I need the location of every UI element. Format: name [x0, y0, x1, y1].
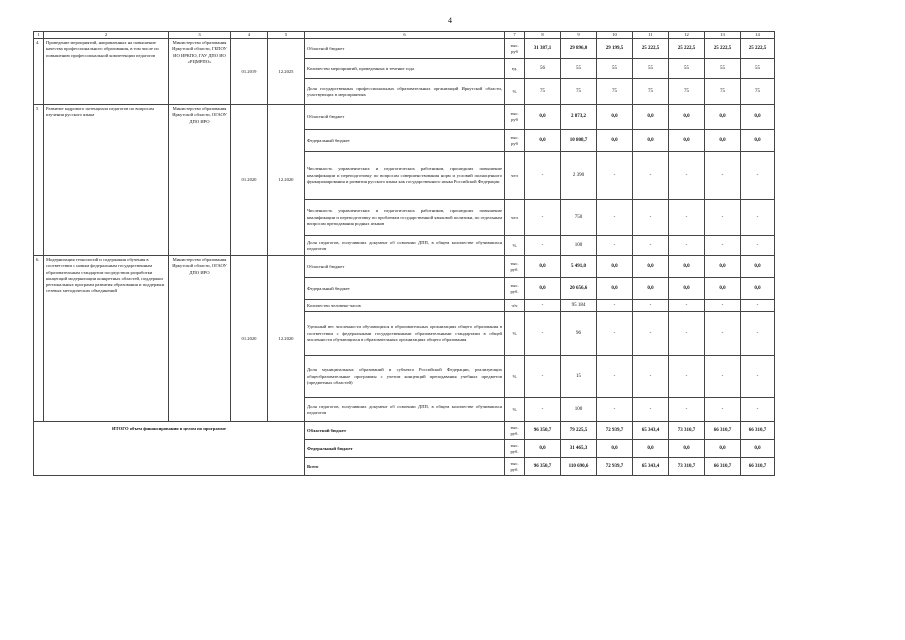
- value-cell: -: [705, 398, 741, 422]
- value-cell: -: [741, 312, 775, 356]
- value-cell: 96 350,7: [525, 422, 561, 440]
- unit: %: [505, 312, 525, 356]
- value-cell: 110 690,6: [561, 458, 597, 476]
- value-cell: 75: [525, 79, 561, 105]
- header-cell: 8: [525, 32, 561, 39]
- header-cell: 14: [741, 32, 775, 39]
- value-cell: 0,0: [669, 105, 705, 130]
- value-cell: -: [705, 356, 741, 398]
- indicator-name: Федеральный бюджет: [305, 440, 505, 458]
- value-cell: -: [669, 236, 705, 256]
- value-cell: -: [741, 236, 775, 256]
- value-cell: 96 350,7: [525, 458, 561, 476]
- value-cell: 66 310,7: [741, 458, 775, 476]
- value-cell: 55: [561, 59, 597, 79]
- indicator-name: Численность управленческих и педагогических работников, прошедших повышение квалификации и переподготовку по проблемам государственной языковой политики, по отдельным вопросам преподавания родных языков: [305, 200, 505, 236]
- value-cell: -: [669, 300, 705, 312]
- unit: тыс. руб: [505, 130, 525, 152]
- value-cell: -: [597, 356, 633, 398]
- value-cell: 20 656,6: [561, 278, 597, 300]
- value-cell: 72 939,7: [597, 458, 633, 476]
- value-cell: -: [633, 200, 669, 236]
- page-number: 4: [448, 16, 452, 25]
- value-cell: -: [525, 300, 561, 312]
- value-cell: 100: [561, 236, 597, 256]
- start-date: 01.2020: [231, 105, 268, 256]
- value-cell: 0,0: [525, 440, 561, 458]
- value-cell: 0,0: [597, 130, 633, 152]
- value-cell: 0,0: [741, 105, 775, 130]
- indicator-name: Федеральный бюджет: [305, 278, 505, 300]
- value-cell: -: [705, 152, 741, 200]
- value-cell: -: [669, 356, 705, 398]
- program-table: [33, 31, 775, 476]
- value-cell: -: [669, 398, 705, 422]
- value-cell: 66 310,7: [705, 422, 741, 440]
- value-cell: 10 808,7: [561, 130, 597, 152]
- header-row: [34, 32, 775, 39]
- value-cell: -: [597, 200, 633, 236]
- value-cell: 55: [669, 59, 705, 79]
- value-cell: 15: [561, 356, 597, 398]
- unit: %: [505, 356, 525, 398]
- value-cell: 25 222,5: [705, 39, 741, 59]
- value-cell: 0,0: [741, 278, 775, 300]
- value-cell: 29 199,5: [597, 39, 633, 59]
- indicator-name: Численность управленческих и педагогических работников, прошедших повышение квалификации и переподготовку по вопросам совершенствования норм и условий полноценного функционирования и развития русского языка как государственного языка Российской Федерации: [305, 152, 505, 200]
- header-cell: 5: [268, 32, 305, 39]
- value-cell: 0,0: [525, 278, 561, 300]
- value-cell: 0,0: [525, 130, 561, 152]
- value-cell: 0,0: [633, 105, 669, 130]
- indicator-name: Областной бюджет: [305, 422, 505, 440]
- indicator-name: Доля государственных профессиональных образовательных организаций Иркутской области, участвующих в мероприятиях: [305, 79, 505, 105]
- value-cell: -: [525, 236, 561, 256]
- row-number: 4.: [34, 39, 44, 105]
- total-row: [34, 422, 775, 440]
- value-cell: 0,0: [705, 278, 741, 300]
- activity-name: Проведение мероприятий, направленных на повышение качества профессионального образования, в том числе по повышению профессиональной компетенции педагогов: [44, 39, 169, 105]
- value-cell: 0,0: [633, 130, 669, 152]
- value-cell: -: [597, 300, 633, 312]
- value-cell: 0,0: [669, 256, 705, 278]
- header-cell: 13: [705, 32, 741, 39]
- value-cell: 55: [741, 59, 775, 79]
- value-cell: -: [525, 312, 561, 356]
- row-number: 5: [34, 105, 44, 256]
- unit: чел: [505, 200, 525, 236]
- value-cell: 0,0: [597, 256, 633, 278]
- value-cell: -: [741, 152, 775, 200]
- end-date: 12.2025: [268, 39, 305, 105]
- value-cell: 0,0: [633, 278, 669, 300]
- value-cell: 55: [633, 59, 669, 79]
- value-cell: 2 390: [561, 152, 597, 200]
- indicator-name: Федеральный бюджет: [305, 130, 505, 152]
- value-cell: -: [669, 152, 705, 200]
- value-cell: 25 222,5: [669, 39, 705, 59]
- value-cell: 0,0: [633, 440, 669, 458]
- value-cell: -: [741, 398, 775, 422]
- value-cell: 79 225,5: [561, 422, 597, 440]
- value-cell: -: [633, 312, 669, 356]
- value-cell: 750: [561, 200, 597, 236]
- value-cell: 75: [561, 79, 597, 105]
- unit: тыс. руб: [505, 39, 525, 59]
- value-cell: 25 222,5: [741, 39, 775, 59]
- activity-name: Модернизация технологий и содержания обучения в соответствии с новым федеральным государственным образовательным стандартом посредством разработки концепций модернизации конкретных областей, поддержки региональных программ развития образования и поддержки сетевых методических объединений: [44, 256, 169, 422]
- executor: Министерство образования Иркутской области, ОГАОУ ДПО ИРО: [169, 105, 231, 256]
- value-cell: 31 465,3: [561, 440, 597, 458]
- header-cell: 3: [169, 32, 231, 39]
- unit: тыс. руб.: [505, 422, 525, 440]
- indicator-name: Областной бюджет: [305, 39, 505, 59]
- header-cell: 11: [633, 32, 669, 39]
- value-cell: -: [597, 236, 633, 256]
- table-row: [34, 256, 775, 278]
- unit: тыс. руб.: [505, 278, 525, 300]
- value-cell: 31 387,1: [525, 39, 561, 59]
- unit: тыс. руб: [505, 105, 525, 130]
- value-cell: 75: [741, 79, 775, 105]
- header-cell: 12: [669, 32, 705, 39]
- unit: чел: [505, 152, 525, 200]
- header-cell: 6: [305, 32, 505, 39]
- value-cell: -: [525, 356, 561, 398]
- indicator-name: Областной бюджет: [305, 256, 505, 278]
- value-cell: -: [669, 200, 705, 236]
- value-cell: 66 310,7: [741, 422, 775, 440]
- value-cell: 0,0: [741, 256, 775, 278]
- unit: ч/ч: [505, 300, 525, 312]
- value-cell: 72 939,7: [597, 422, 633, 440]
- value-cell: 0,0: [597, 105, 633, 130]
- value-cell: 96: [561, 312, 597, 356]
- header-cell: 7: [505, 32, 525, 39]
- value-cell: -: [597, 398, 633, 422]
- value-cell: -: [525, 152, 561, 200]
- value-cell: 55: [705, 59, 741, 79]
- value-cell: 0,0: [705, 256, 741, 278]
- value-cell: -: [633, 356, 669, 398]
- value-cell: 0,0: [741, 440, 775, 458]
- value-cell: -: [597, 312, 633, 356]
- indicator-name: Доля муниципальных образований и субъекта Российской Федерации, реализующих общеобразовательные программы с учетом концепций преподавания учебных предметов (предметных областей): [305, 356, 505, 398]
- value-cell: 29 896,0: [561, 39, 597, 59]
- indicator-name: Областной бюджет: [305, 105, 505, 130]
- end-date: 12.2020: [268, 105, 305, 256]
- value-cell: 75: [597, 79, 633, 105]
- value-cell: -: [741, 356, 775, 398]
- unit: тыс. руб.: [505, 256, 525, 278]
- value-cell: 66 310,7: [705, 458, 741, 476]
- value-cell: 0,0: [669, 440, 705, 458]
- value-cell: 0,0: [669, 130, 705, 152]
- start-date: 01.2020: [231, 256, 268, 422]
- value-cell: -: [633, 300, 669, 312]
- value-cell: 56: [525, 59, 561, 79]
- value-cell: -: [741, 200, 775, 236]
- header-cell: 4: [231, 32, 268, 39]
- unit: %: [505, 236, 525, 256]
- indicator-name: Удельный вес численности обучающихся в образовательных организациях общего образования в соответствии с федеральными государственными образовательными стандартами в общей численности обучающихся в образовательных организациях общего образования: [305, 312, 505, 356]
- start-date: 01.2019: [231, 39, 268, 105]
- row-number: 6.: [34, 256, 44, 422]
- value-cell: 2 873,2: [561, 105, 597, 130]
- value-cell: -: [705, 200, 741, 236]
- value-cell: -: [525, 398, 561, 422]
- value-cell: 0,0: [633, 256, 669, 278]
- value-cell: -: [741, 300, 775, 312]
- value-cell: 0,0: [705, 440, 741, 458]
- indicator-name: Всего: [305, 458, 505, 476]
- value-cell: -: [597, 152, 633, 200]
- value-cell: 25 222,5: [633, 39, 669, 59]
- value-cell: -: [633, 398, 669, 422]
- unit: %: [505, 398, 525, 422]
- value-cell: 0,0: [669, 278, 705, 300]
- value-cell: 0,0: [525, 105, 561, 130]
- value-cell: 0,0: [597, 440, 633, 458]
- value-cell: -: [633, 236, 669, 256]
- value-cell: -: [669, 312, 705, 356]
- value-cell: 65 343,4: [633, 458, 669, 476]
- header-cell: 2: [44, 32, 169, 39]
- value-cell: 75: [705, 79, 741, 105]
- value-cell: 65 343,4: [633, 422, 669, 440]
- value-cell: 0,0: [525, 256, 561, 278]
- executor: Министерство образования Иркутской области, ГБПОУ ИО ИРКПО, ГАУ ДПО ИО «РЦМРПО»: [169, 39, 231, 105]
- value-cell: 0,0: [597, 278, 633, 300]
- value-cell: 5 491,0: [561, 256, 597, 278]
- value-cell: 95 184: [561, 300, 597, 312]
- value-cell: -: [705, 312, 741, 356]
- value-cell: 0,0: [705, 130, 741, 152]
- total-title: ИТОГО объем финансирования в целом по программе: [34, 422, 305, 476]
- indicator-name: Количество человеко-часов: [305, 300, 505, 312]
- unit: %: [505, 79, 525, 105]
- unit: ед.: [505, 59, 525, 79]
- value-cell: 75: [633, 79, 669, 105]
- value-cell: 0,0: [705, 105, 741, 130]
- value-cell: 75: [669, 79, 705, 105]
- activity-name: Развитие кадрового потенциала педагогов по вопросам изучения русского языка: [44, 105, 169, 256]
- unit: тыс. руб.: [505, 440, 525, 458]
- header-cell: 10: [597, 32, 633, 39]
- executor: Министерство образования Иркутской области, ОГАОУ ДПО ИРО: [169, 256, 231, 422]
- indicator-name: Количество мероприятий, проведенных в течение года: [305, 59, 505, 79]
- value-cell: -: [633, 152, 669, 200]
- value-cell: 0,0: [741, 130, 775, 152]
- table-row: [34, 105, 775, 130]
- value-cell: 73 310,7: [669, 422, 705, 440]
- indicator-name: Доля педагогов, получивших документ об освоении ДПП, в общем количестве обучившихся педагогов: [305, 236, 505, 256]
- unit: тыс. руб.: [505, 458, 525, 476]
- value-cell: -: [705, 300, 741, 312]
- indicator-name: Доля педагогов, получивших документ об освоении ДПП, в общем количестве обучившихся педагогов: [305, 398, 505, 422]
- value-cell: 55: [597, 59, 633, 79]
- value-cell: 73 310,7: [669, 458, 705, 476]
- header-cell: 9: [561, 32, 597, 39]
- header-cell: 1: [34, 32, 44, 39]
- value-cell: 100: [561, 398, 597, 422]
- value-cell: -: [705, 236, 741, 256]
- table-row: [34, 39, 775, 59]
- end-date: 12.2020: [268, 256, 305, 422]
- value-cell: -: [525, 200, 561, 236]
